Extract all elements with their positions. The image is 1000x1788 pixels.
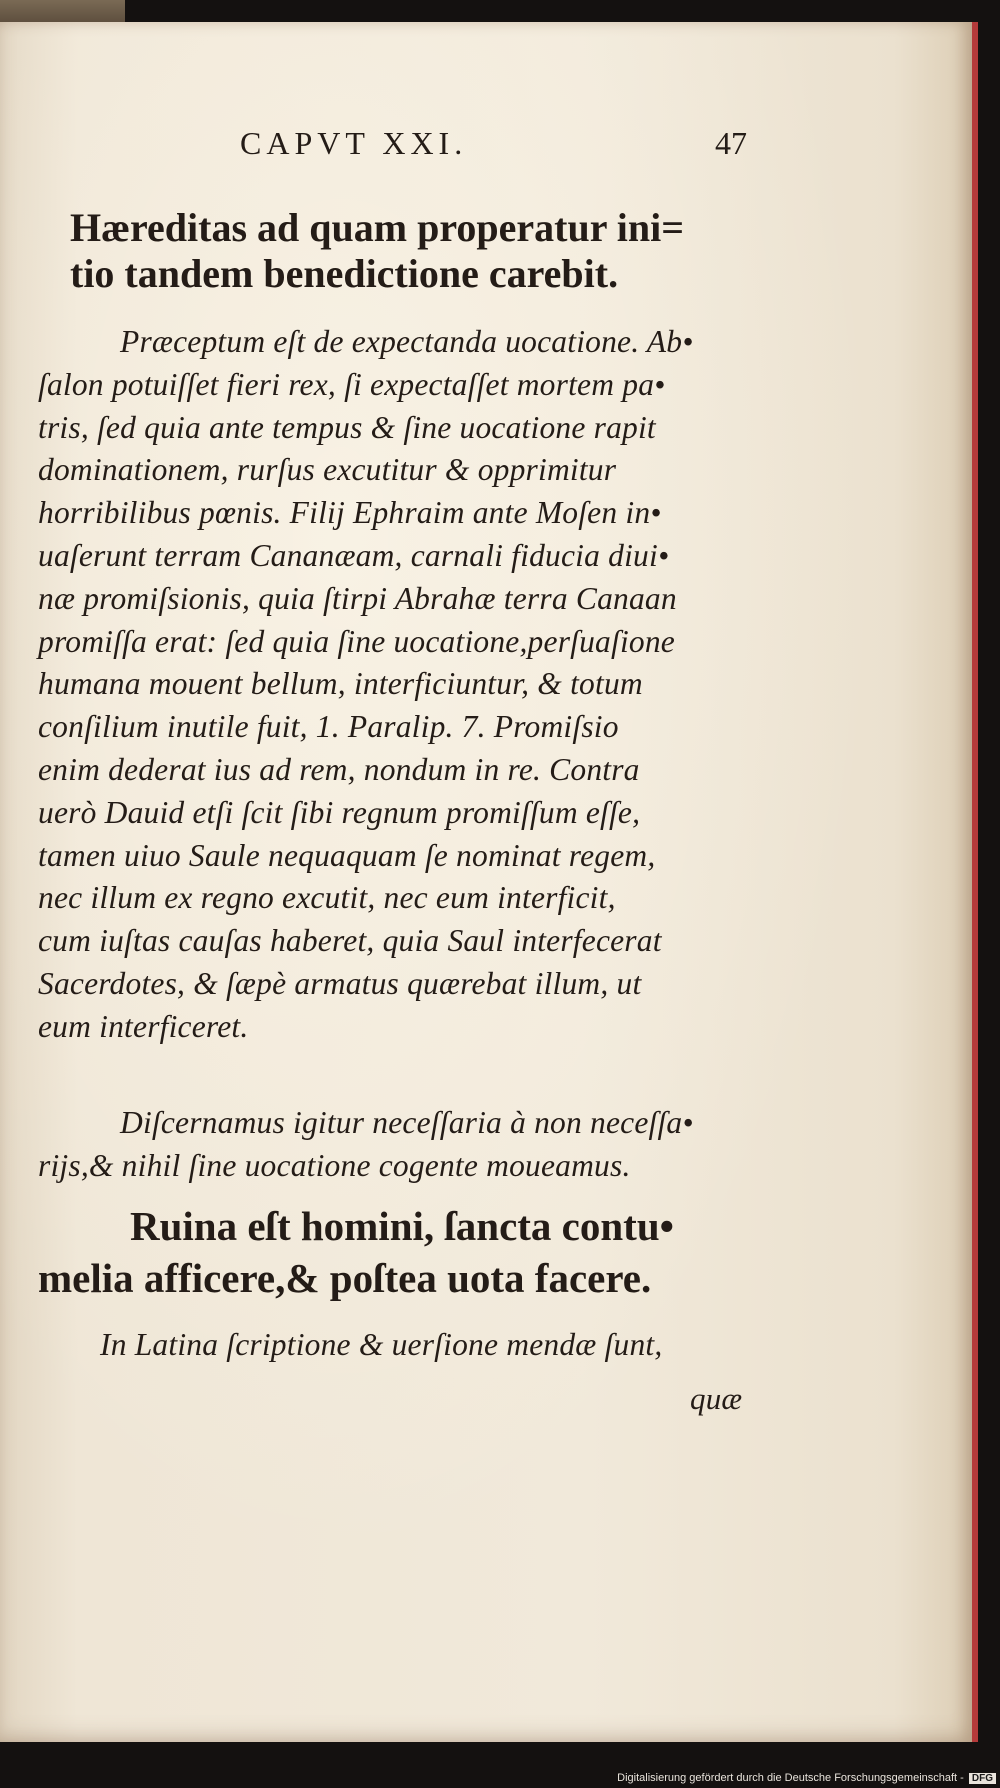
text-line: eum interficeret.: [38, 1008, 249, 1044]
heading-line: Ruina eſt homini, ſancta contu•: [130, 1203, 674, 1249]
paragraph-1: [38, 321, 693, 1049]
paragraph-2: [38, 1102, 694, 1188]
digitization-credit: [617, 1772, 996, 1784]
text-line: promiſſa erat: ſed quia ſine uocatione,perſuaſione: [38, 623, 675, 659]
running-head: CAPVT XXI.: [240, 125, 468, 161]
dfg-logo: DFG: [969, 1773, 996, 1784]
text-line: humana mouent bellum, interficiuntur, & totum: [38, 666, 643, 702]
text-line: uerò Dauid etſi ſcit ſibi regnum promiſſum eſſe,: [38, 794, 641, 830]
heading-line: Hæreditas ad quam properatur ini=: [70, 205, 684, 250]
credit-text: Digitalisierung gefördert durch die Deutsche Forschungsgemeinschaft -: [617, 1772, 964, 1784]
text-line: cum iuſtas cauſas haberet, quia Saul interfecerat: [38, 923, 662, 959]
text-line: tamen uiuo Saule nequaquam ſe nominat regem,: [38, 837, 656, 873]
page-number: 47: [715, 125, 747, 161]
catchword: quæ: [690, 1381, 743, 1416]
book-page: [0, 22, 978, 1742]
text-line: Diſcernamus igitur neceſſaria à non neceſſa•: [120, 1105, 694, 1140]
text-line: næ promiſsionis, quia ſtirpi Abrahæ terra Canaan: [38, 580, 677, 616]
text-line: In Latina ſcriptione & uerſione mendæ ſunt,: [100, 1327, 663, 1362]
heading-line: melia afficere,& poſtea uota facere.: [38, 1255, 652, 1301]
text-line: Præceptum eſt de expectanda uocatione. Ab•: [120, 324, 694, 359]
text-line: conſilium inutile fuit, 1. Paralip. 7. Promiſsio: [38, 709, 619, 745]
text-line: tris, ſed quia ante tempus & ſine uocatione rapit: [38, 409, 656, 445]
paragraph-3: [100, 1324, 662, 1367]
section-heading-1: [70, 205, 684, 297]
text-line: enim dederat ius ad rem, nondum in re. Contra: [38, 751, 640, 787]
text-line: ſalon potuiſſet fieri rex, ſi expectaſſet mortem pa•: [38, 366, 666, 402]
text-line: uaſerunt terram Cananæam, carnali fiducia diui•: [38, 537, 670, 573]
text-line: horribilibus pœnis. Filij Ephraim ante Moſen in•: [38, 495, 662, 531]
text-line: nec illum ex regno excutit, nec eum interficit,: [38, 880, 616, 916]
binding-edge: [0, 0, 125, 24]
text-line: rijs,& nihil ſine uocatione cogente moueamus.: [38, 1147, 631, 1183]
heading-line: tio tandem benedictione carebit.: [70, 251, 619, 296]
text-line: Sacerdotes, & ſæpè armatus quærebat illum, ut: [38, 965, 642, 1001]
section-heading-2: [38, 1200, 674, 1304]
text-line: dominationem, rurſus excutitur & opprimitur: [38, 452, 617, 488]
